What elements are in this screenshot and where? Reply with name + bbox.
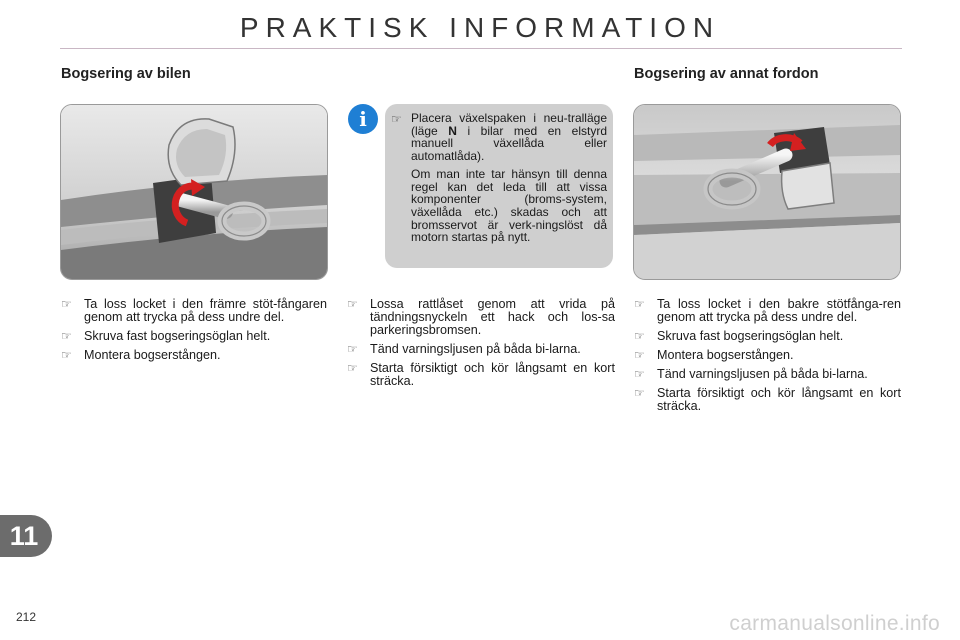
chapter-tab [0,515,52,557]
hand-pointer-icon: ☞ [61,348,72,362]
list-item: ☞ Lossa rattlåset genom att vrida på tändningsnyckeln ett hack och los-sa parkeringsbromsen. [347,297,615,337]
info-icon: i [348,104,378,134]
info-line-1a: Placera växelspaken i neu-tralläge (läge [411,111,607,138]
hand-pointer-icon: ☞ [347,342,358,356]
page-header-title: PRAKTISK INFORMATION [239,12,721,43]
hand-pointer-icon: ☞ [61,297,72,311]
common-towing-steps [347,298,615,394]
list-item: ☞ Ta loss locket i den främre stöt-fångaren genom att trycka på dess undre del. [61,297,327,324]
list-item: ☞ Tänd varningsljusen på båda bi-larna. [634,367,868,381]
list-item: ☞ Montera bogserstången. [634,348,794,362]
hand-pointer-icon: ☞ [61,329,72,343]
list-item: ☞ Starta försiktigt och kör långsamt en kort sträcka. [634,386,901,413]
header-divider [60,48,902,49]
hand-pointer-icon: ☞ [347,361,358,375]
hand-pointer-icon: ☞ [391,112,402,126]
info-warning-paragraph: Om man inte tar hänsyn till denna regel kan det leda till att vissa komponenter (broms-system, växellåda etc.) skadas och att bromsservot är verk-ningslöst då motorn startas på nytt. [411,166,607,245]
hand-pointer-icon: ☞ [634,386,645,400]
chapter-number: 11 [9,521,39,551]
list-item: ☞ Montera bogserstången. [61,348,221,362]
list-item: ☞ Skruva fast bogseringsöglan helt. [634,329,844,343]
gear-position-label: N [448,123,457,138]
front-towing-steps [61,298,327,368]
list-item: ☞ Starta försiktigt och kör långsamt en kort sträcka. [347,361,615,388]
right-section-title: Bogsering av annat fordon [634,66,819,82]
page-number: 212 [16,610,37,624]
info-line-1b: i bilar med en elstyrd manuell växellåda eller automatlåda). [411,123,607,164]
hand-pointer-icon: ☞ [634,348,645,362]
hand-pointer-icon: ☞ [634,329,645,343]
hand-pointer-icon: ☞ [347,297,358,311]
list-item: ☞ Ta loss locket i den bakre stötfånga-ren genom att trycka på dess undre del. [634,297,901,324]
watermark: carmanualsonline.info [729,612,940,635]
left-section-title: Bogsering av bilen [61,66,191,82]
list-item: ☞ Skruva fast bogseringsöglan helt. [61,329,271,343]
hand-pointer-icon: ☞ [634,297,645,311]
front-tow-eye-photo [60,104,328,280]
hand-pointer-icon: ☞ [634,367,645,381]
rear-towing-steps [634,298,901,419]
rear-tow-eye-photo [633,104,901,280]
list-item: ☞ Tänd varningsljusen på båda bi-larna. [347,342,581,356]
info-note-text [411,112,607,249]
